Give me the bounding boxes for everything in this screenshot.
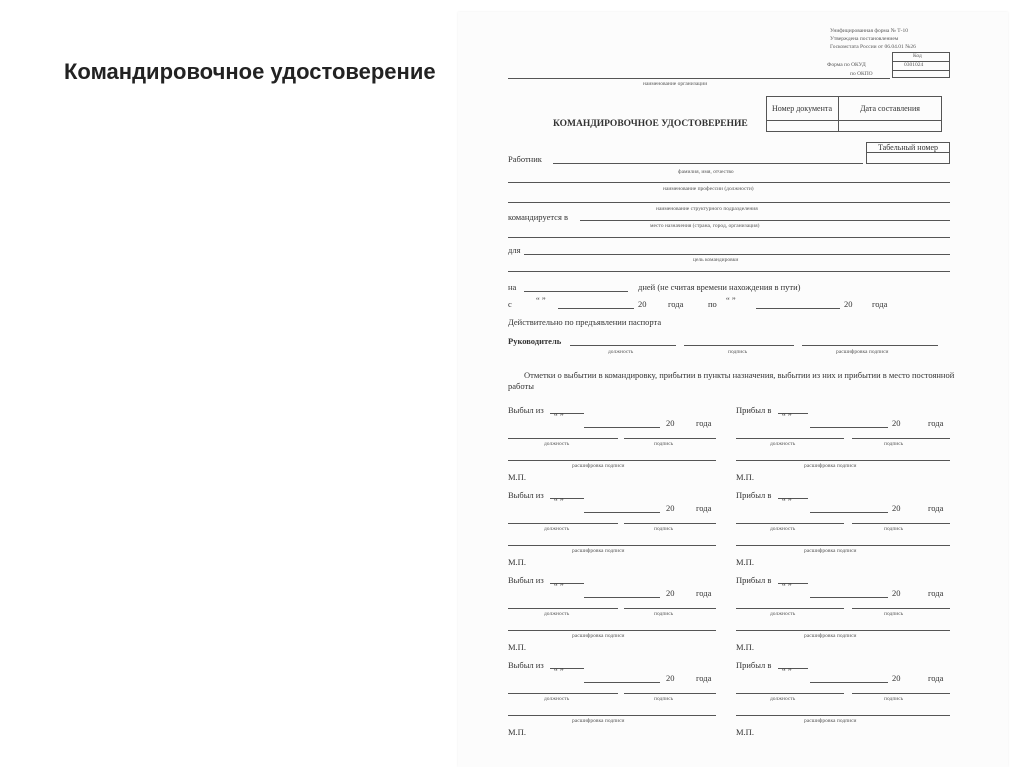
- purpose-line: [524, 254, 950, 255]
- to-year-prefix: 20: [844, 299, 853, 309]
- departed-position-caption: должность: [544, 696, 570, 702]
- departed-quotes: “ ”: [554, 666, 564, 676]
- doc-date-header: Дата составления: [860, 103, 920, 113]
- form-code-line: Унифицированная форма № Т-10: [830, 28, 908, 34]
- department-caption: наименование структурного подразделения: [656, 206, 758, 212]
- travel-certificate-form: [458, 12, 1008, 767]
- departed-quotes: “ ”: [554, 411, 564, 421]
- doc-number-header: Номер документа: [771, 103, 832, 113]
- from-year-label: года: [668, 299, 684, 309]
- arrived-position-caption: должность: [770, 696, 796, 702]
- departed-decoding-line: [508, 545, 716, 546]
- code-box-divider-2: [892, 70, 950, 71]
- head-signature-line: [684, 345, 794, 346]
- okpo-label: по ОКПО: [850, 71, 873, 77]
- departed-signature-line: [624, 608, 716, 609]
- organization-line: [508, 78, 890, 79]
- purpose-caption: цель командировки: [693, 257, 739, 263]
- passport-text: Действительно по предъявлении паспорта: [508, 317, 662, 327]
- to-year-label: года: [872, 299, 888, 309]
- arrived-signature-caption: подпись: [884, 441, 904, 447]
- doc-table-divider: [766, 120, 942, 121]
- head-label: Руководитель: [508, 336, 562, 346]
- head-decoding-line: [802, 345, 938, 346]
- okud-value: 0301024: [904, 62, 924, 68]
- profession-line: [508, 182, 950, 183]
- arrived-position-line: [736, 523, 844, 524]
- days-text: дней (не считая времени нахождения в пути): [638, 282, 801, 292]
- departed-position-line: [508, 523, 618, 524]
- departed-label: Выбыл из: [508, 660, 544, 670]
- arrived-year-prefix: 20: [892, 418, 901, 428]
- arrived-decoding-line: [736, 545, 950, 546]
- departure-arrival-section-2: [458, 485, 1008, 570]
- from-quotes: “ ”: [536, 295, 546, 305]
- arrived-decoding-line: [736, 715, 950, 716]
- arrived-decoding-caption: расшифровка подписи: [804, 718, 857, 724]
- arrived-year-prefix: 20: [892, 673, 901, 683]
- head-signature-caption: подпись: [728, 349, 748, 355]
- arrived-signature-caption: подпись: [884, 611, 904, 617]
- departed-stamp-label: М.П.: [508, 557, 526, 567]
- departed-month-line: [584, 512, 660, 513]
- departed-label: Выбыл из: [508, 405, 544, 415]
- departed-decoding-caption: расшифровка подписи: [572, 548, 625, 554]
- departed-signature-caption: подпись: [654, 441, 674, 447]
- arrived-signature-caption: подпись: [884, 696, 904, 702]
- departed-stamp-label: М.П.: [508, 727, 526, 737]
- for-label: для: [508, 245, 521, 255]
- arrived-decoding-caption: расшифровка подписи: [804, 463, 857, 469]
- departed-year-prefix: 20: [666, 418, 675, 428]
- arrived-signature-caption: подпись: [884, 526, 904, 532]
- approved-by-line: Утверждена постановлением: [830, 36, 899, 42]
- departed-position-line: [508, 693, 618, 694]
- arrived-stamp-label: М.П.: [736, 557, 754, 567]
- departed-signature-caption: подпись: [654, 526, 674, 532]
- arrived-quotes: “ ”: [782, 496, 792, 506]
- slide-title: Командировочное удостоверение: [64, 59, 436, 84]
- arrived-position-caption: должность: [770, 526, 796, 532]
- resolution-line: Госкомстата России от 06.04.01 №26: [830, 44, 916, 50]
- arrived-signature-line: [852, 608, 950, 609]
- departure-arrival-section-1: [458, 400, 1008, 485]
- arrived-quotes: “ ”: [782, 411, 792, 421]
- from-year-prefix: 20: [638, 299, 647, 309]
- arrived-month-line: [810, 427, 888, 428]
- departed-quotes: “ ”: [554, 581, 564, 591]
- arrived-signature-line: [852, 523, 950, 524]
- from-month-line: [558, 308, 634, 309]
- arrived-year-label: года: [928, 503, 944, 513]
- tab-number-divider: [866, 152, 950, 153]
- departed-year-prefix: 20: [666, 673, 675, 683]
- departed-decoding-line: [508, 630, 716, 631]
- destination-caption: место назначения (страна, город, организация): [650, 223, 760, 229]
- arrived-position-line: [736, 693, 844, 694]
- departed-quotes: “ ”: [554, 496, 564, 506]
- sent-label: командируется в: [508, 212, 568, 222]
- departed-signature-line: [624, 438, 716, 439]
- departed-decoding-line: [508, 460, 716, 461]
- arrived-position-caption: должность: [770, 441, 796, 447]
- arrived-year-prefix: 20: [892, 588, 901, 598]
- departed-year-label: года: [696, 503, 712, 513]
- arrived-stamp-label: М.П.: [736, 472, 754, 482]
- arrived-quotes: “ ”: [782, 666, 792, 676]
- departed-decoding-caption: расшифровка подписи: [572, 633, 625, 639]
- departed-month-line: [584, 427, 660, 428]
- arrived-signature-line: [852, 438, 950, 439]
- arrived-year-label: года: [928, 418, 944, 428]
- departed-position-caption: должность: [544, 526, 570, 532]
- departed-signature-caption: подпись: [654, 611, 674, 617]
- destination-line-2: [508, 237, 950, 238]
- arrived-label: Прибыл в: [736, 405, 772, 415]
- departed-year-label: года: [696, 418, 712, 428]
- arrived-label: Прибыл в: [736, 575, 772, 585]
- okud-label: Форма по ОКУД: [827, 62, 866, 68]
- departed-year-prefix: 20: [666, 588, 675, 598]
- marks-text: Отметки о выбытии в командировку, прибытии в пункты назначения, выбытии из них и прибытии в место постоянной работы: [508, 370, 955, 391]
- arrived-year-label: года: [928, 673, 944, 683]
- document-title: КОМАНДИРОВОЧНОЕ УДОСТОВЕРЕНИЕ: [553, 119, 748, 129]
- organization-caption: наименование организации: [643, 81, 708, 87]
- departed-month-line: [584, 597, 660, 598]
- arrived-year-label: года: [928, 588, 944, 598]
- departed-month-line: [584, 682, 660, 683]
- arrived-stamp-label: М.П.: [736, 642, 754, 652]
- to-quotes: “ ”: [726, 295, 736, 305]
- departed-position-caption: должность: [544, 441, 570, 447]
- departed-stamp-label: М.П.: [508, 642, 526, 652]
- arrived-month-line: [810, 597, 888, 598]
- departure-arrival-section-4: [458, 655, 1008, 740]
- purpose-line-2: [508, 271, 950, 272]
- arrived-quotes: “ ”: [782, 581, 792, 591]
- arrived-position-line: [736, 608, 844, 609]
- departed-position-line: [508, 608, 618, 609]
- head-position-caption: должность: [608, 349, 634, 355]
- arrived-month-line: [810, 682, 888, 683]
- departed-signature-line: [624, 523, 716, 524]
- to-month-line: [756, 308, 840, 309]
- arrived-decoding-line: [736, 630, 950, 631]
- departed-decoding-caption: расшифровка подписи: [572, 463, 625, 469]
- arrived-decoding-line: [736, 460, 950, 461]
- tab-number-header: Табельный номер: [877, 142, 939, 152]
- destination-line: [580, 220, 950, 221]
- arrived-month-line: [810, 512, 888, 513]
- days-line: [524, 291, 628, 292]
- arrived-position-line: [736, 438, 844, 439]
- head-position-line: [570, 345, 676, 346]
- kod-label: Код: [913, 53, 922, 59]
- profession-caption: наименование профессии (должности): [663, 186, 754, 192]
- arrived-stamp-label: М.П.: [736, 727, 754, 737]
- arrived-year-prefix: 20: [892, 503, 901, 513]
- department-line: [508, 202, 950, 203]
- from-label: с: [508, 299, 512, 309]
- departed-year-prefix: 20: [666, 503, 675, 513]
- departed-stamp-label: М.П.: [508, 472, 526, 482]
- departed-position-caption: должность: [544, 611, 570, 617]
- arrived-label: Прибыл в: [736, 660, 772, 670]
- departed-signature-caption: подпись: [654, 696, 674, 702]
- departed-label: Выбыл из: [508, 490, 544, 500]
- departed-year-label: года: [696, 588, 712, 598]
- to-label: по: [708, 299, 717, 309]
- worker-line: [553, 163, 863, 164]
- departed-position-line: [508, 438, 618, 439]
- arrived-label: Прибыл в: [736, 490, 772, 500]
- departed-signature-line: [624, 693, 716, 694]
- departed-decoding-caption: расшифровка подписи: [572, 718, 625, 724]
- departed-year-label: года: [696, 673, 712, 683]
- head-decoding-caption: расшифровка подписи: [836, 349, 889, 355]
- arrived-decoding-caption: расшифровка подписи: [804, 633, 857, 639]
- fio-caption: фамилия, имя, отчество: [678, 169, 734, 175]
- arrived-signature-line: [852, 693, 950, 694]
- arrived-decoding-caption: расшифровка подписи: [804, 548, 857, 554]
- worker-label: Работник: [508, 154, 542, 164]
- arrived-position-caption: должность: [770, 611, 796, 617]
- departed-label: Выбыл из: [508, 575, 544, 585]
- departed-decoding-line: [508, 715, 716, 716]
- departure-arrival-section-3: [458, 570, 1008, 655]
- on-label: на: [508, 282, 517, 292]
